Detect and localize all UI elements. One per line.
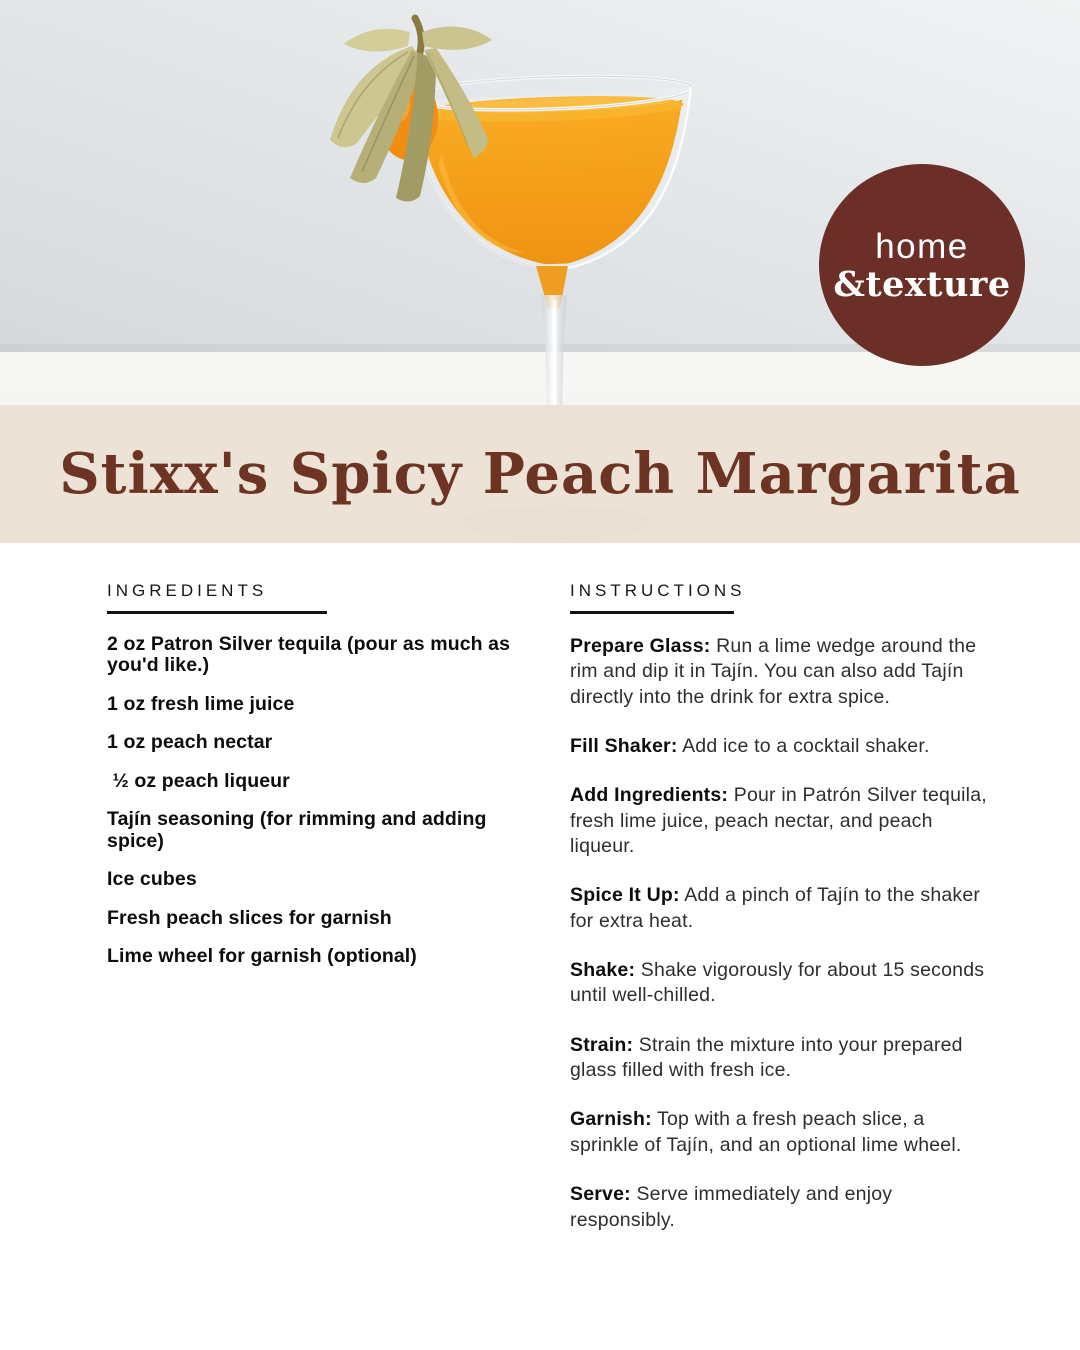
instruction-step-label: Add Ingredients: (570, 784, 729, 807)
ingredient-item: 2 oz Patron Silver tequila (pour as much as you'd like.) (107, 633, 516, 677)
instruction-step: Spice It Up: Add a pinch of Tajín to the shaker for extra heat. (570, 884, 981, 932)
instruction-step: Fill Shaker: Add ice to a cocktail shaker. (570, 735, 930, 758)
instruction-step-label: Spice It Up: (570, 884, 680, 907)
ingredient-item: Ice cubes (107, 868, 197, 891)
instructions-section (570, 581, 1000, 1350)
instruction-step: Shake: Shake vigorously for about 15 seconds until well-chilled. (570, 959, 985, 1007)
ingredient-item: Fresh peach slices for garnish (107, 906, 392, 929)
instructions-header: INSTRUCTIONS (570, 581, 734, 614)
ingredients-header: INGREDIENTS (107, 581, 327, 614)
instruction-step: Add Ingredients: Pour in Patrón Silver tequila, fresh lime juice, peach nectar, and peach liqueur. (570, 784, 987, 858)
instruction-step-label: Fill Shaker: (570, 735, 678, 758)
ingredient-item: 1 oz fresh lime juice (107, 692, 295, 715)
instruction-step-label: Prepare Glass: (570, 635, 711, 657)
title-band (0, 405, 1080, 543)
recipe-body (0, 543, 1080, 1350)
instructions-list (570, 634, 996, 1233)
recipe-title: Stixx's Spicy Peach Margarita (59, 441, 1021, 507)
brand-logo (819, 164, 1025, 366)
ingredients-list (107, 634, 539, 967)
instruction-step: Garnish: Top with a fresh peach slice, a sprinkle of Tajín, and an optional lime wheel. (570, 1108, 962, 1156)
logo-word-home: home (875, 226, 969, 266)
ingredient-item: ½ oz peach liqueur (107, 769, 290, 792)
instruction-step-label: Garnish: (570, 1108, 652, 1131)
logo-word-texture: &texture (833, 263, 1011, 305)
logo-ampersand: & (833, 263, 866, 305)
ingredients-section (107, 581, 570, 1350)
instruction-step: Serve: Serve immediately and enjoy responsibly. (570, 1183, 893, 1231)
ingredient-item: Lime wheel for garnish (optional) (107, 944, 417, 967)
instruction-step: Strain: Strain the mixture into your prepared glass filled with fresh ice. (570, 1033, 963, 1082)
instruction-step-label: Strain: (570, 1033, 634, 1056)
instruction-step: Prepare Glass: Run a lime wedge around the rim and dip it in Tajín. You can also add Tajín directly into the drink for extra spice. (570, 635, 977, 708)
ingredient-item: 1 oz peach nectar (107, 731, 273, 754)
instruction-step-label: Shake: (570, 959, 636, 982)
instruction-step-label: Serve: (570, 1183, 631, 1206)
ingredient-item: Tajín seasoning (for rimming and adding spice) (107, 808, 493, 852)
